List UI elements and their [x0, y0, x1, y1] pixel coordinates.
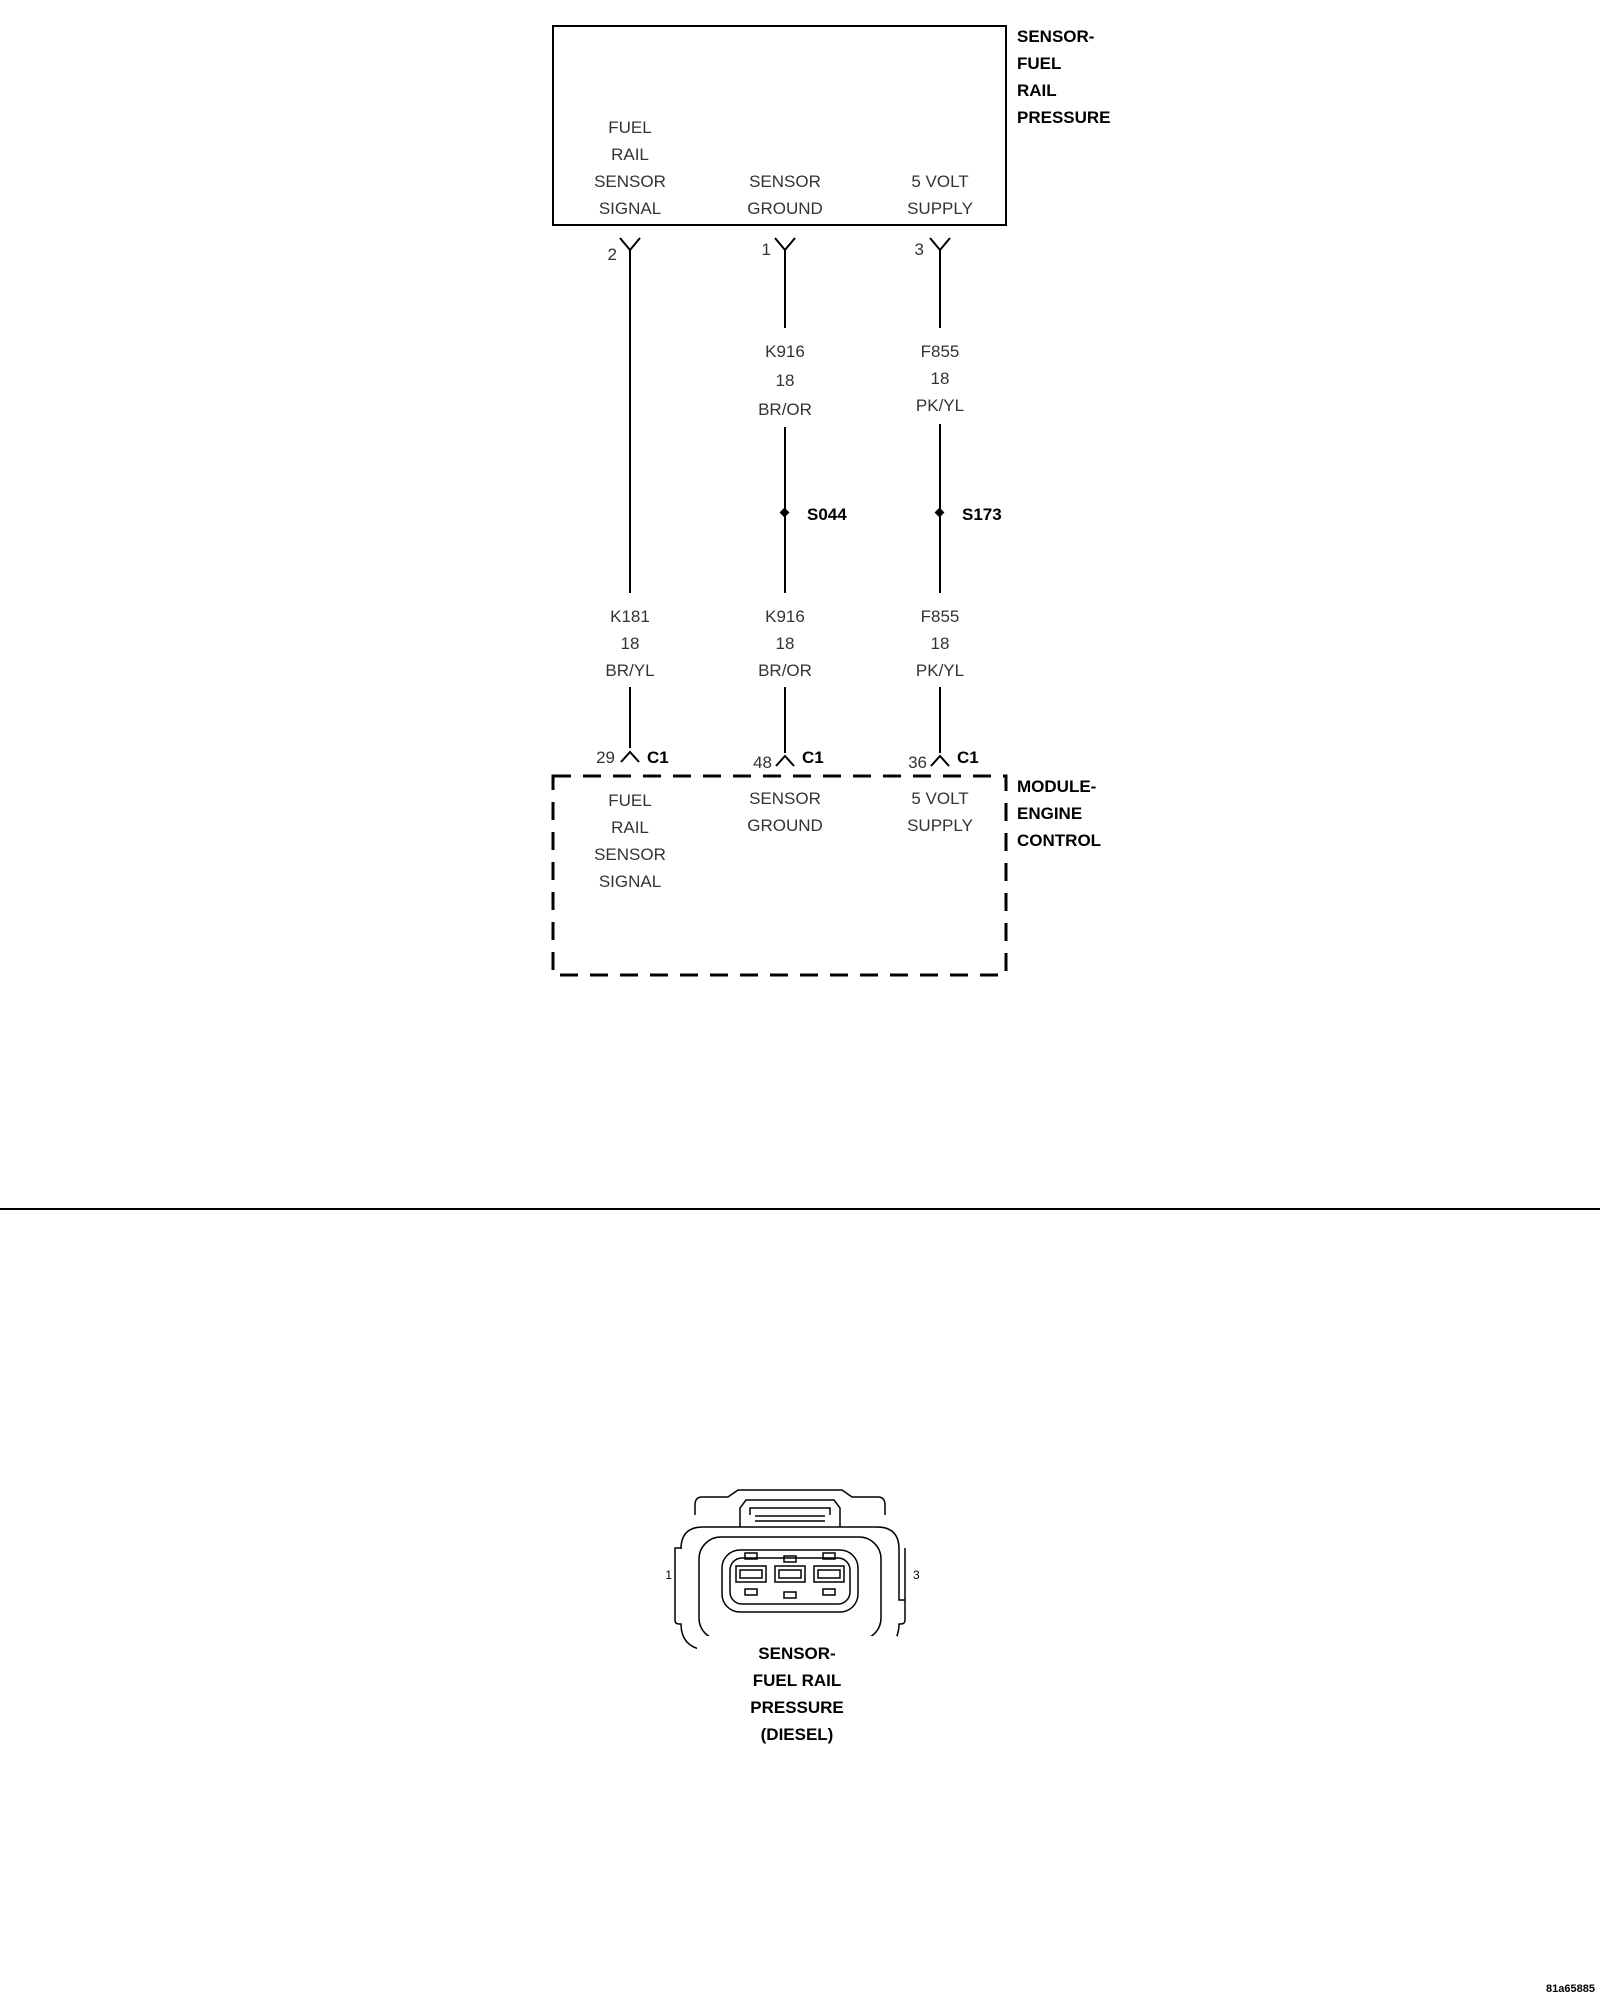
- connector-cavity-icon: [722, 1550, 858, 1612]
- wire-circuit-label: K916: [765, 342, 805, 361]
- sensor-pin-label: FUEL: [608, 118, 652, 137]
- connector-insert-icon: [730, 1558, 850, 1604]
- sensor-pin-label: SENSOR: [749, 172, 821, 191]
- sensor-pin-label: SENSOR: [594, 172, 666, 191]
- sensor-title-line: SENSOR-: [1017, 27, 1095, 46]
- sensor-title-line: PRESSURE: [1017, 108, 1111, 127]
- lower-wire-labels: [605, 607, 964, 680]
- wire-circuit-label: K181: [610, 607, 650, 626]
- connector-pin-number: 3: [913, 1568, 920, 1582]
- module-pin-labels: [594, 789, 973, 891]
- module-pin-label: RAIL: [611, 818, 649, 837]
- splice-label: S044: [807, 505, 847, 524]
- caption-line: FUEL RAIL: [752, 1671, 842, 1690]
- locator-tab-icon: [784, 1592, 796, 1598]
- terminal-icon: [776, 756, 794, 766]
- terminal-icon: [621, 752, 639, 762]
- wire-gauge-label: 18: [620, 634, 640, 653]
- module-pin-label: GROUND: [747, 816, 823, 835]
- terminal-pin-icon: [818, 1570, 840, 1578]
- sensor-pin-label: SUPPLY: [907, 199, 973, 218]
- caption-line: (DIESEL): [760, 1725, 834, 1744]
- terminal-icon: [931, 756, 949, 766]
- terminal-pin-icon: [779, 1570, 801, 1578]
- module-pin-label: 5 VOLT: [911, 789, 969, 808]
- terminal-icon: [620, 238, 640, 250]
- connector-pin-number: 1: [665, 1568, 672, 1582]
- sensor-title: [1017, 27, 1111, 127]
- wire-gauge-label: 18: [775, 634, 795, 653]
- connector-latch-inner-icon: [740, 1500, 840, 1527]
- module-terminals: [621, 752, 949, 766]
- module-pin-number: 29: [596, 748, 615, 767]
- sensor-pin-number: 2: [607, 245, 617, 264]
- wire-gauge-label: 18: [930, 369, 950, 388]
- module-pin-label: SENSOR: [594, 845, 666, 864]
- connector-latch-tab-icon: [750, 1508, 830, 1515]
- sensor-pin-number: 3: [914, 240, 924, 259]
- module-title: [1017, 777, 1101, 850]
- module-pin-label: FUEL: [608, 791, 652, 810]
- module-title-line: MODULE-: [1017, 777, 1097, 796]
- caption-line: SENSOR-: [758, 1644, 836, 1663]
- terminal-icon: [775, 238, 795, 250]
- sensor-pin-label: SIGNAL: [598, 199, 662, 218]
- connector-shell-icon: [699, 1537, 881, 1640]
- module-pin-number: 36: [908, 753, 927, 772]
- locator-tab-icon: [745, 1589, 757, 1595]
- wire-color-label: BR/OR: [758, 661, 812, 680]
- connector-id: C1: [802, 748, 824, 767]
- wire-circuit-label: F855: [920, 607, 960, 626]
- connector-id: C1: [957, 748, 979, 767]
- module-pin-number: 48: [753, 753, 772, 772]
- sensor-pin-label: 5 VOLT: [911, 172, 969, 191]
- module-pin-label: SENSOR: [749, 789, 821, 808]
- upper-wire-labels: [758, 342, 964, 419]
- sensor-pin-numbers: [608, 240, 924, 264]
- module-title-line: ENGINE: [1017, 804, 1083, 823]
- sensor-terminals: [620, 238, 950, 250]
- module-pin-label: SIGNAL: [598, 872, 662, 891]
- caption-line: PRESSURE: [750, 1698, 844, 1717]
- locator-tab-icon: [784, 1556, 796, 1562]
- connector-id: C1: [647, 748, 669, 767]
- module-pin-label: SUPPLY: [907, 816, 973, 835]
- module-title-line: CONTROL: [1017, 831, 1102, 850]
- splice-label: S173: [962, 505, 1002, 524]
- terminal-icon: [930, 238, 950, 250]
- connector-latch-icon: [695, 1490, 885, 1515]
- sensor-pin-number: 1: [761, 240, 771, 259]
- splices: [780, 505, 1002, 524]
- figure-id: 81a65885: [1546, 1983, 1595, 1995]
- splice-dot-icon: [780, 508, 790, 518]
- sensor-pin-label: RAIL: [611, 145, 649, 164]
- connector-face-view: [665, 1490, 920, 1658]
- sensor-pin-label: GROUND: [747, 199, 823, 218]
- connector-caption-text: [697, 1636, 897, 1748]
- locator-tab-icon: [823, 1589, 835, 1595]
- wire-color-label: BR/YL: [605, 661, 655, 680]
- wire-gauge-label: 18: [775, 371, 795, 390]
- wire-color-label: PK/YL: [915, 661, 965, 680]
- wire-circuit-label: F855: [920, 342, 960, 361]
- terminal-pin-icon: [740, 1570, 762, 1578]
- wire-color-label: PK/YL: [915, 396, 965, 415]
- splice-dot-icon: [935, 508, 945, 518]
- sensor-title-line: FUEL: [1017, 54, 1062, 73]
- sensor-pin-labels: [594, 118, 973, 218]
- sensor-title-line: RAIL: [1017, 81, 1057, 100]
- wire-color-label: BR/OR: [758, 400, 812, 419]
- wire-circuit-label: K916: [765, 607, 805, 626]
- wire-gauge-label: 18: [930, 634, 950, 653]
